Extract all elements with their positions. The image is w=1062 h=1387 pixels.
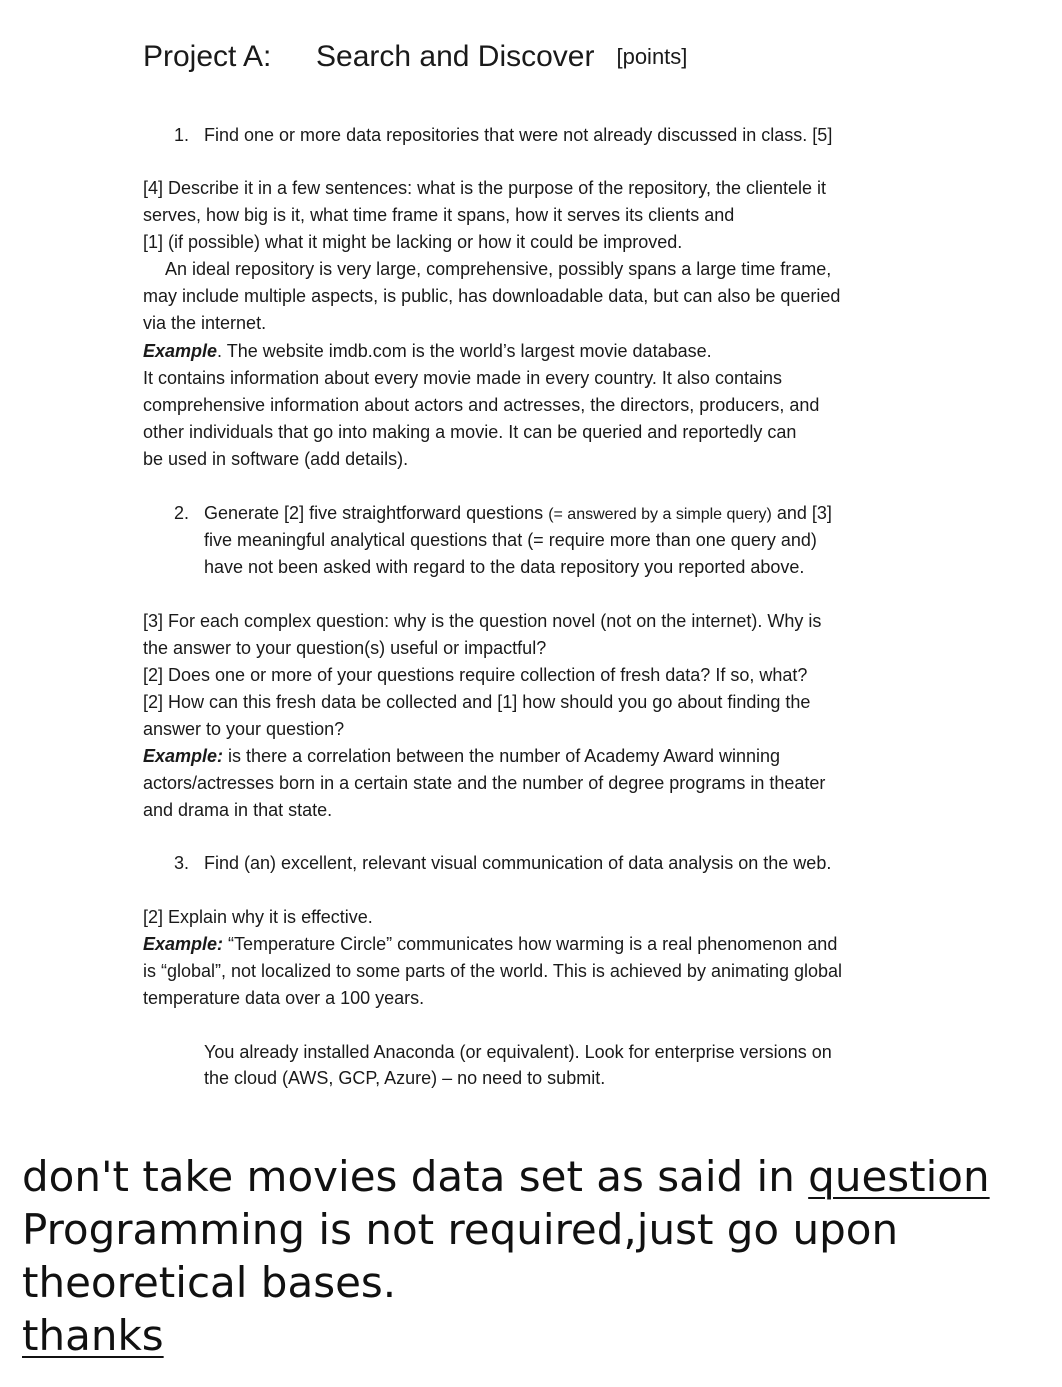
- user-comment: [22, 1150, 1052, 1362]
- q2-line-1-a: Generate [2] five straightforward questions: [204, 503, 549, 523]
- q2-line-2: five meaningful analytical questions that (= require more than one query and): [204, 530, 817, 550]
- q1-example: [143, 340, 712, 362]
- q1-example-line-3: other individuals that go into making a movie. It can be queried and reportedly can: [143, 422, 797, 442]
- q2-line-1-b: (= answered by a simple query): [548, 506, 772, 523]
- q3-example-line-2: temperature data over a 100 years.: [143, 988, 425, 1008]
- q2-example-line-1: actors/actresses born in a certain state and the number of degree programs in theater: [143, 773, 826, 793]
- q2-example-label: Example:: [143, 746, 224, 766]
- q1-line-6: via the internet.: [143, 313, 267, 333]
- q1-number: 1.: [174, 125, 190, 145]
- q2-sub-line-3: [2] Does one or more of your questions require collection of fresh data? If so, what?: [143, 665, 808, 685]
- q1-example-line-1: It contains information about every movie made in every country. It also contains: [143, 368, 782, 388]
- comment-line-1: [22, 1150, 1052, 1203]
- q1-text: Find one or more data repositories that were not already discussed in class. [5]: [204, 125, 833, 145]
- q3-example-line-1: is “global”, not localized to some parts of the world. This is achieved by animating global: [143, 961, 843, 981]
- q2-example-first: is there a correlation between the number of Academy Award winning: [223, 746, 781, 766]
- q1-example-first: . The website imdb.com is the world’s largest movie database.: [217, 341, 712, 361]
- q3-example-label: Example:: [143, 934, 224, 954]
- q2-line-1-c: and [3]: [771, 503, 832, 523]
- q1-example-label: Example: [143, 341, 218, 361]
- q1-line-5: may include multiple aspects, is public, has downloadable data, but can also be queried: [143, 286, 841, 306]
- q1-line-3: [1] (if possible) what it might be lacking or how it could be improved.: [143, 232, 683, 252]
- q2-line-3: have not been asked with regard to the data repository you reported above.: [204, 557, 805, 577]
- q2-example-line-2: and drama in that state.: [143, 800, 333, 820]
- q1-line-4: An ideal repository is very large, comprehensive, possibly spans a large time frame,: [165, 259, 832, 279]
- q3-example-first: “Temperature Circle” communicates how warming is a real phenomenon and: [223, 934, 838, 954]
- q3-text: Find (an) excellent, relevant visual communication of data analysis on the web.: [204, 853, 832, 873]
- q1-example-line-2: comprehensive information about actors and actresses, the directors, producers, and: [143, 395, 820, 415]
- q1-example-line-4: be used in software (add details).: [143, 449, 409, 469]
- comment-line-4: [22, 1309, 1052, 1362]
- comment-line-3: theoretical bases.: [22, 1258, 397, 1307]
- q2-line-1: [204, 502, 832, 526]
- title-name: Search and Discover: [316, 40, 595, 73]
- note-line-1: You already installed Anaconda (or equivalent). Look for enterprise versions on: [204, 1042, 832, 1062]
- q1-line-2: serves, how big is it, what time frame it spans, how it serves its clients and: [143, 205, 735, 225]
- note-line-2: the cloud (AWS, GCP, Azure) – no need to submit.: [204, 1068, 606, 1088]
- q2-sub-line-4: [2] How can this fresh data be collected and [1] how should you go about finding the: [143, 692, 811, 712]
- q3-explain: [2] Explain why it is effective.: [143, 907, 373, 927]
- q3-example: [143, 933, 837, 955]
- comment-thanks-link[interactable]: thanks: [22, 1311, 164, 1360]
- page-title: [143, 40, 687, 74]
- q1-line-1: [4] Describe it in a few sentences: what is the purpose of the repository, the clientele it: [143, 178, 827, 198]
- q2-number: 2.: [174, 503, 190, 523]
- q2-example: [143, 745, 780, 767]
- comment-question-link[interactable]: question: [808, 1152, 990, 1201]
- q3-number: 3.: [174, 853, 190, 873]
- q2-sub-line-1: [3] For each complex question: why is the question novel (not on the internet). Why is: [143, 611, 822, 631]
- title-points: [points]: [616, 44, 688, 69]
- comment-line-1-a: don't take movies data set as said in: [22, 1152, 809, 1201]
- comment-line-2: Programming is not required,just go upon: [22, 1205, 899, 1254]
- q2-sub-line-5: answer to your question?: [143, 719, 345, 739]
- q2-sub-line-2: the answer to your question(s) useful or impactful?: [143, 638, 547, 658]
- title-project: Project A:: [143, 40, 272, 73]
